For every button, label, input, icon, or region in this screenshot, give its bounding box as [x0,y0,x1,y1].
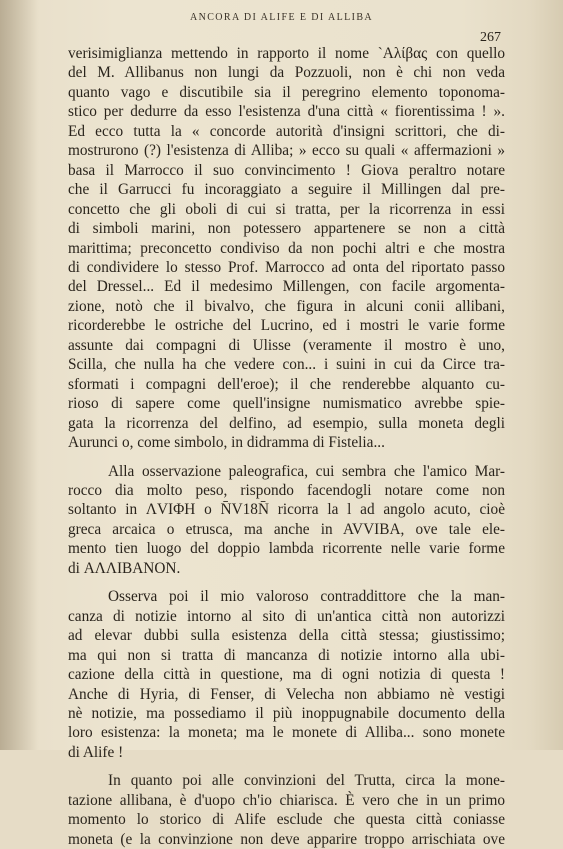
text-line: stico per dedurre da esso l'esistenza d'una città « fiorentissima ! ». [68,103,505,121]
text-line: nè notizie, ma possediamo il più inoppugnabile documento della [68,704,505,722]
paragraph [68,587,505,762]
text-line: loro esistenza: la moneta; ma le monete di Alliba... sono monete [68,724,505,742]
text-line: ad elevar dubbi sulla esistenza della città stessa; giustissimo; [68,627,505,645]
text-line: mostrurono (?) l'esistenza di Alliba; » ecco su quali « affermazioni » [68,142,505,160]
text-line: concetto che gli oboli di cui si tratta, per la ricorrenza in essi [68,200,505,218]
text-line: soltanto in ΛVIΦH o N̄V18N̄ ricorra la l ad angolo acuto, cioè [68,501,505,519]
page-gutter-shadow [0,0,38,750]
text-line: mento tien luogo del doppio lambda ricorrente nelle varie forme [68,540,505,558]
text-line: assunte dai compagni di Ulisse (veramente il mostro è uno, [68,336,505,354]
text-line: quanto vago e discutibile sia il peregrino elemento toponoma- [68,83,505,101]
text-line: Osserva poi il mio valoroso contraddittore che la man- [108,588,505,606]
text-line: Ed ecco tutta la « concorde autorità d'insigni scrittori, che di- [68,122,505,140]
text-line: zione, notò che il bivalvo, che figura in alcuni conii allibani, [68,297,505,315]
paragraph [68,44,505,453]
text-line: ma qui non si tratta di mancanza di notizie intorno alla ubi- [68,646,505,664]
text-line: del Dressel... Ed il medesimo Millengen, con facile argomenta- [68,278,505,296]
text-line: ricorderebbe le ostriche del Lucrino, ed i mostri le varie forme [68,317,505,335]
text-line: del M. Allibanus non lungi da Pozzuoli, non è chi non veda [68,64,505,82]
text-line: sformati i compagni dell'eroe); il che renderebbe alquanto cu- [68,375,505,393]
text-line: rioso di sapere come quell'insigne numismatico avrebbe spie- [68,395,505,413]
text-line: marittima; preconcetto condiviso da non pochi altri e che mostra [68,239,505,257]
text-line: momento lo storico di Alife esclude che questa città coniasse [68,811,505,829]
text-line: verisimiglianza mettendo in rapporto il nome `Αλίβας con quello [68,45,505,62]
body-text [68,44,505,849]
text-line: In quanto poi alle convinzioni del Trutta, circa la mone- [108,772,505,790]
text-line: che il Garrucci fu incoraggiato a seguire il Millingen dal pre- [68,181,505,199]
text-line: gata la ricorrenza del delfino, ad esempio, sulla moneta degli [68,414,505,432]
running-head: ANCORA DI ALIFE E DI ALLIBA [189,12,374,23]
page-number: 267 [480,30,501,45]
text-line: greca arcaica o etrusca, ma anche in AVVIBA, ove tale ele- [68,520,505,538]
text-line: di Alife ! [68,743,124,761]
text-line: basa il Marrocco il suo convincimento ! Giova peraltro notare [68,161,505,179]
text-line: rocco dia molto peso, rispondo facendogli notare come non [68,481,505,499]
text-line: Aurunci o, come simbolo, in didramma di Fistelia... [68,434,385,452]
text-line: Anche di Hyria, di Fenser, di Velecha non abbiamo nè vestigi [68,685,505,703]
text-line: canza di notizie intorno al sito di un'antica città non autorizzi [68,607,505,625]
text-line: tazione allibana, è d'uopo ch'io chiarisca. È vero che in un primo [68,791,505,809]
text-line: di ΑΛΛΙΒΑΝΟΝ. [68,559,181,577]
text-line: di simboli marini, non potessero appartenere se non a città [68,220,505,238]
paragraph [68,462,505,579]
paragraph [68,771,505,849]
text-line: di condividere lo stesso Prof. Marrocco ad onta del riportato passo [68,258,505,276]
text-line: Scilla, che nulla ha che vedere con... i suini in cui da Circe tra- [68,356,505,374]
text-line: moneta (e la convinzione non deve apparire troppo arrischiata ove [68,830,505,848]
text-line: Alla osservazione paleografica, cui sembra che l'amico Mar- [108,462,505,480]
text-line: cazione della città in questione, ma di ogni notizia di questa ! [68,666,505,684]
